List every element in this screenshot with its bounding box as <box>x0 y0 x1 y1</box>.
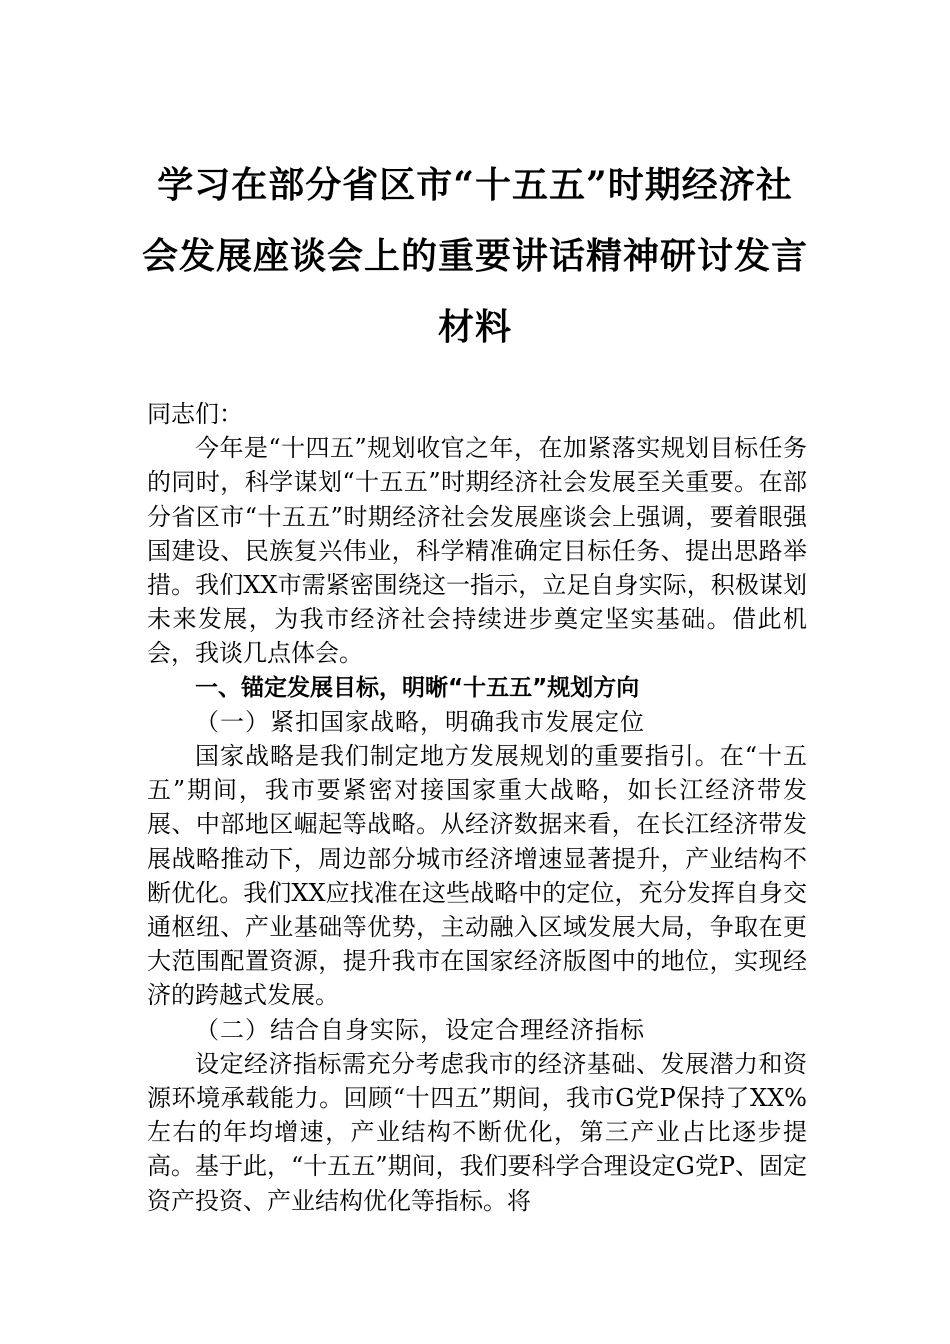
title-line-2: 会发展座谈会上的重要讲话精神研讨发言 <box>141 235 808 277</box>
document-title <box>140 150 810 363</box>
title-line-3: 材料 <box>437 306 512 348</box>
document-body <box>147 397 807 1218</box>
intro-paragraph: 今年是“十四五”规划收官之年，在加紧落实规划目标任务的同时，科学谋划“十五五”时期经济社会发展至关重要。在部分省区市“十五五”时期经济社会发展座谈会上强调，要着眼强国建设、民族复兴伟业，科学精准确定目标任务、提出思路举措。我们XX市需紧密围绕这一指示，立足自身实际，积极谋划未来发展，为我市经济社会持续进步奠定坚实基础。借此机会，我谈几点体会。 <box>147 434 807 668</box>
subsection-1-paragraph: 国家战略是我们制定地方发展规划的重要指引。在“十五五”期间，我市要紧密对接国家重大战略，如长江经济带发展、中部地区崛起等战略。从经济数据来看，在长江经济带发展战略推动下，周边部分城市经济增速显著提升，产业结构不断优化。我们XX应找准在这些战略中的定位，充分发挥自身交通枢纽、产业基础等优势，主动融入区域发展大局，争取在更大范围配置资源，提升我市在国家经济版图中的地位，实现经济的跨越式发展。 <box>147 742 807 1010</box>
title-line-1: 学习在部分省区市“十五五”时期经济社 <box>157 164 793 206</box>
subsection-2-paragraph: 设定经济指标需充分考虑我市的经济基础、发展潜力和资源环境承载能力。回顾“十四五”期间，我市G党P保持了XX%左右的年均增速，产业结构不断优化，第三产业占比逐步提高。基于此，“十五五”期间，我们要科学合理设定G党P、固定资产投资、产业结构优化等指标。将 <box>147 1049 807 1215</box>
salutation: 同志们： <box>147 400 243 428</box>
subsection-heading-2: （二）结合自身实际，设定合理经济指标 <box>195 1015 645 1044</box>
subsection-heading-1: （一）紧扣国家战略，明确我市发展定位 <box>195 707 645 736</box>
section-heading-1: 一、锚定发展目标，明晰“十五五”规划方向 <box>195 674 640 701</box>
